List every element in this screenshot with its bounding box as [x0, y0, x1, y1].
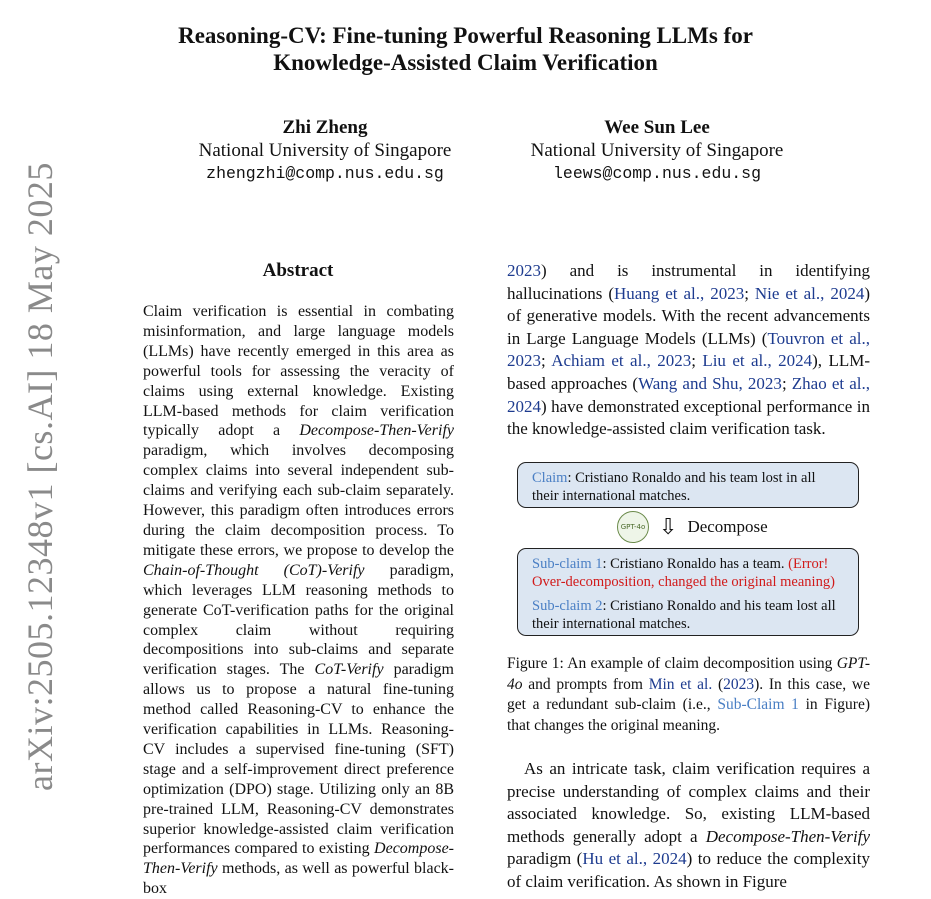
- author-name: Wee Sun Lee: [604, 117, 710, 138]
- body-text: ) to reduce the complexity of claim verification. As shown in Figure: [507, 849, 870, 891]
- citation-link[interactable]: Zhao et al., 2024: [507, 373, 871, 416]
- intro-paragraph-bottom: [507, 758, 870, 894]
- abstract-emphasis: CoT-Verify: [314, 661, 384, 679]
- body-text: ;: [781, 373, 792, 393]
- author-block-1: [180, 116, 470, 185]
- citation-link[interactable]: Nie et al., 2024: [754, 283, 865, 303]
- abstract-emphasis: Decompose-Then-Verify: [143, 840, 454, 878]
- abstract-text: paradigm allows us to propose a natural fine-tuning method called Reasoning-CV to enhance the verification capabilities in LLMs. Reasoning-CV includes a supervised fine-tuning (SFT) stage and a self-improvement direct preference optimization (DPO) stage. Utilizing only an 8B pre-trained LLM, Reasoning-CV demonstrates superior knowledge-assisted claim verification performances compared to existing: [143, 661, 454, 858]
- body-text: ), LLM-based approaches (: [507, 351, 870, 393]
- author-name: Zhi Zheng: [282, 117, 368, 138]
- sub-claim-label: Sub-claim 1: [532, 556, 603, 572]
- sub-claim-text: : Cristiano Ronaldo has a team.: [602, 556, 789, 572]
- body-text: ) have demonstrated exceptional performance in the knowledge-assisted claim verification task.: [507, 396, 870, 439]
- paper-title: [0, 22, 931, 76]
- citation-link[interactable]: 2023: [507, 261, 541, 280]
- error-note: (Error! Over-decomposition, changed the original meaning): [532, 556, 835, 590]
- abstract-text: paradigm, which leverages LLM reasoning methods to generate CoT-verification paths for the original complex claim without requiring decompositions into sub-claims and separate verification stages. The: [143, 561, 455, 679]
- claim-text: : Cristiano Ronaldo and his team lost in all their international matches.: [532, 470, 816, 504]
- citation-link[interactable]: 2023: [723, 675, 755, 693]
- abstract-heading: Abstract: [262, 260, 334, 281]
- abstract-text: Claim verification is essential in combating misinformation, and large language models (LLMs) have recently emerged in this area as powerful tools for assessing the veracity of claims using external knowledge. Existing LLM-based methods for claim verification typically adopt a: [143, 303, 454, 440]
- abstract-text: methods, as well as powerful black-box: [143, 860, 454, 898]
- caption-text: Figure 1: An example of claim decomposition using: [507, 655, 837, 672]
- figure-caption: [507, 654, 870, 736]
- sub-claim-2: [532, 597, 844, 633]
- abstract-text: paradigm, which involves decomposing complex claims into several independent sub-claims and verifying each sub-claim separately. However, this paradigm often introduces errors during the claim decomposition process. To mitigate these errors, we propose to develop the: [143, 442, 454, 559]
- arrow-down-icon: ⇩: [659, 514, 678, 540]
- citation-link[interactable]: Hu et al., 2024: [582, 849, 687, 869]
- sub-claim-label: Sub-claim 2: [532, 598, 603, 614]
- gpt-logo-label: GPT-4o: [620, 523, 646, 531]
- citation-link[interactable]: Huang et al., 2023: [613, 283, 745, 303]
- citation-link[interactable]: Achiam et al., 2023: [551, 351, 692, 371]
- caption-text: ). In this case, we get a redundant sub-claim (i.e.,: [507, 675, 870, 713]
- citation-link[interactable]: Wang and Shu, 2023: [638, 373, 782, 393]
- decompose-row: [617, 512, 768, 542]
- body-text: ;: [541, 351, 552, 371]
- body-text: ) of generative models. With the recent advancements in Large Language Models (LLMs) (: [507, 283, 870, 348]
- body-text: ) and is instrumental in identifying hallucinations (: [507, 261, 870, 303]
- body-text: paradigm (: [507, 849, 583, 869]
- gpt-logo-icon: [617, 511, 649, 543]
- caption-text: (: [712, 675, 724, 693]
- claim-box: [517, 462, 859, 508]
- title-line-2: Knowledge-Assisted Claim Verification: [273, 50, 658, 75]
- decompose-label: Decompose: [687, 517, 768, 536]
- caption-subclaim-ref: Sub-Claim 1: [717, 696, 799, 713]
- sub-claims-box: [517, 548, 859, 636]
- body-text: ;: [691, 351, 703, 371]
- intro-paragraph-top: [507, 260, 870, 441]
- citation-link[interactable]: Min et al.: [648, 675, 713, 693]
- citation-link[interactable]: Touvron et al., 2023: [507, 328, 870, 371]
- body-emphasis: Decompose-Then-Verify: [705, 826, 870, 846]
- author-affiliation: National University of Singapore: [530, 140, 784, 161]
- author-affiliation: National University of Singapore: [198, 140, 452, 161]
- caption-text: in Figure) that changes the original meaning.: [507, 696, 870, 734]
- author-email: zhengzhi@comp.nus.edu.sg: [206, 164, 444, 183]
- author-block-2: [512, 116, 802, 185]
- claim-label: Claim: [532, 470, 568, 486]
- sub-claim-text: : Cristiano Ronaldo and his team lost all their international matches.: [532, 598, 836, 632]
- abstract-emphasis: Chain-of-Thought (CoT)-Verify: [143, 561, 365, 579]
- author-email: leews@comp.nus.edu.sg: [553, 164, 761, 183]
- citation-link[interactable]: Liu et al., 2024: [702, 351, 813, 371]
- caption-emphasis: GPT-4o: [507, 655, 870, 693]
- title-line-1: Reasoning-CV: Fine-tuning Powerful Reasoning LLMs for: [178, 23, 753, 48]
- body-text: ;: [744, 283, 755, 303]
- body-text: As an intricate task, claim verification requires a precise understanding of complex claims and their associated knowledge. So, existing LLM-based methods generally adopt a: [507, 759, 870, 846]
- abstract-emphasis: Decompose-Then-Verify: [299, 422, 454, 440]
- arxiv-stamp: arXiv:2505.12348v1 [cs.AI] 18 May 2025: [20, 162, 60, 791]
- abstract-body: [143, 302, 454, 899]
- caption-text: and prompts from: [522, 675, 649, 693]
- sub-claim-1: [532, 555, 844, 591]
